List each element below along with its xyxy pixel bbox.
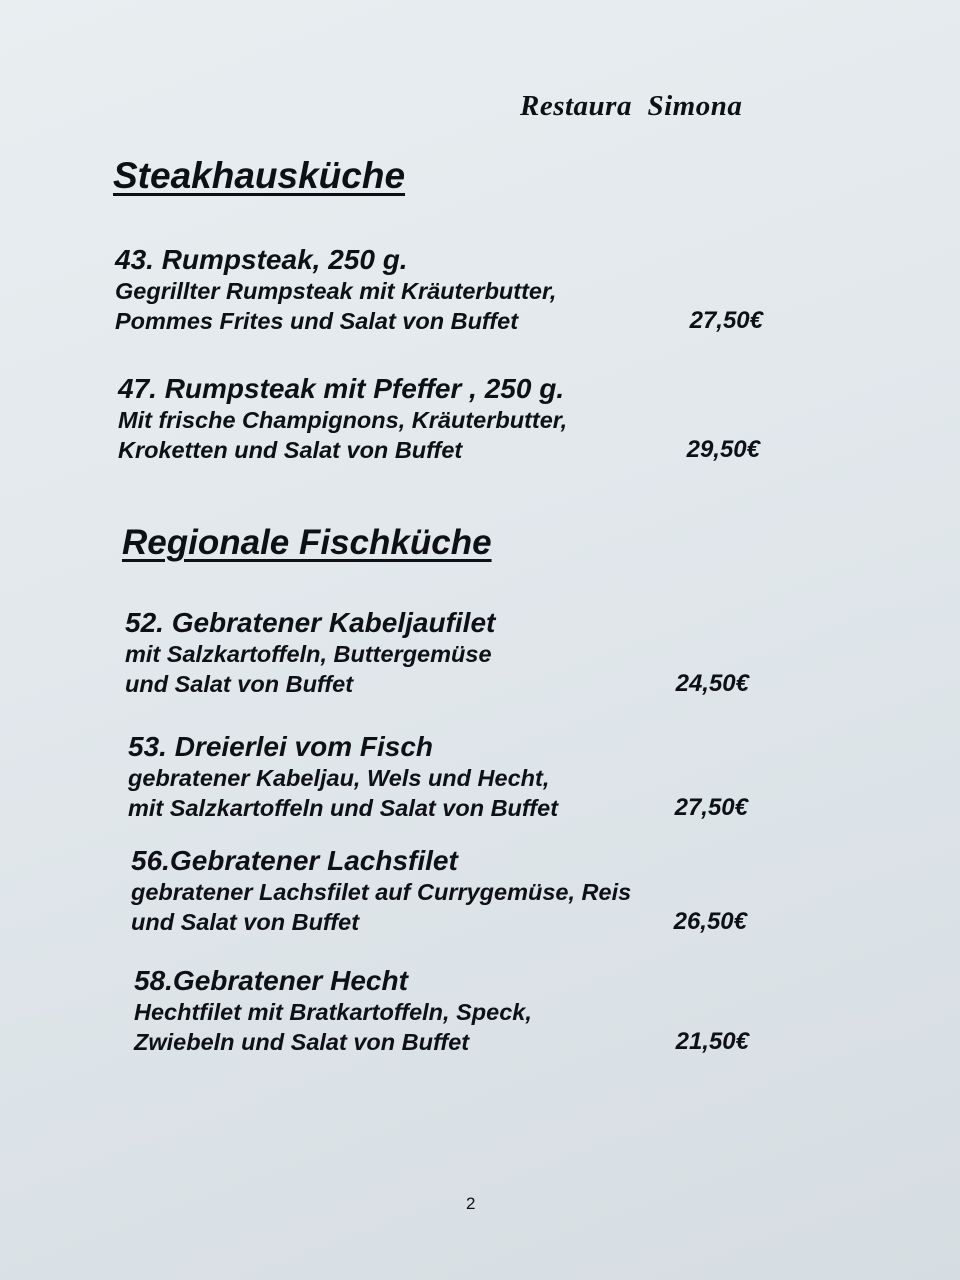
menu-item-price: 24,50€ [675, 670, 749, 697]
menu-item-price: 26,50€ [673, 908, 747, 935]
menu-item-title: 58.Gebratener Hecht [134, 965, 408, 996]
menu-item-price: 27,50€ [674, 794, 748, 821]
menu-item-desc: Kroketten und Salat von Buffet [118, 437, 463, 463]
menu-item-price: 29,50€ [686, 436, 760, 463]
menu-item-title: 47. Rumpsteak mit Pfeffer , 250 g. [118, 373, 565, 404]
section-heading-fisch: Regionale Fischküche [122, 523, 492, 562]
menu-item-desc: gebratener Kabeljau, Wels und Hecht, [128, 765, 550, 791]
menu-item [115, 244, 763, 336]
menu-item-desc: und Salat von Buffet [125, 671, 354, 697]
menu-item-desc: Hechtfilet mit Bratkartoffeln, Speck, [134, 999, 532, 1025]
menu-item [118, 373, 760, 465]
menu-item-desc: mit Salzkartoffeln und Salat von Buffet [128, 795, 559, 821]
menu-item-title: 52. Gebratener Kabeljaufilet [125, 607, 496, 638]
menu-item [134, 965, 749, 1057]
menu-item-desc: und Salat von Buffet [131, 909, 360, 935]
page-number: 2 [466, 1194, 476, 1213]
menu-item-title: 56.Gebratener Lachsfilet [131, 845, 458, 876]
menu-item-title: 53. Dreierlei vom Fisch [128, 731, 434, 762]
restaurant-name: Restaura Simona [520, 90, 743, 122]
menu-item [125, 607, 749, 699]
menu-item-price: 21,50€ [675, 1028, 749, 1055]
menu-item-desc: Gegrillter Rumpsteak mit Kräuterbutter, [115, 278, 557, 304]
menu-item-desc: Mit frische Champignons, Kräuterbutter, [118, 407, 568, 433]
menu-item-desc: Zwiebeln und Salat von Buffet [134, 1029, 470, 1055]
menu-item-price: 27,50€ [689, 307, 763, 334]
section-heading-steakhaus: Steakhausküche [113, 155, 406, 196]
menu-item-desc: Pommes Frites und Salat von Buffet [115, 308, 519, 334]
menu-item-desc: gebratener Lachsfilet auf Currygemüse, Reis [131, 879, 632, 905]
menu-item [131, 845, 747, 937]
menu-item-title: 43. Rumpsteak, 250 g. [115, 244, 408, 275]
menu-item-desc: mit Salzkartoffeln, Buttergemüse [125, 641, 492, 667]
menu-item [128, 731, 748, 823]
